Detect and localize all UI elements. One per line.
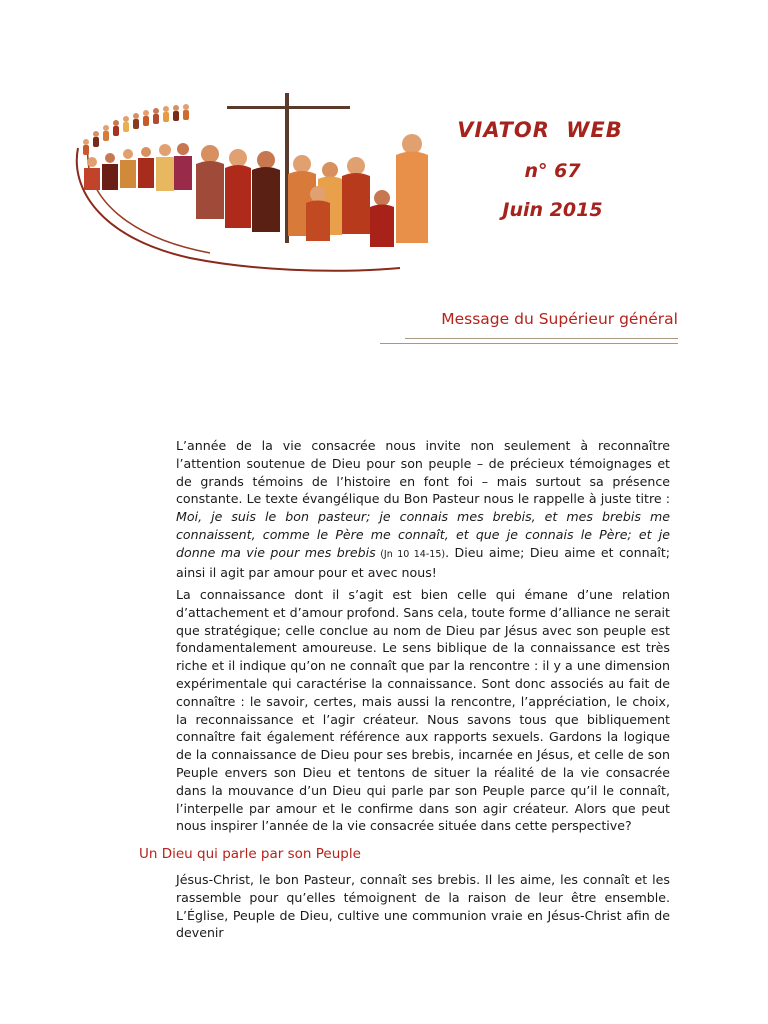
paragraph-2: La connaissance dont il s’agit est bien celle qui émane d’une relation d’attachement et d’amour profond. Sans cela, toute forme d’alliance ne serait que stratégique; celle conclue au nom de Dieu par Jésus avec son peuple est fondamentalement amoureuse. Le sens biblique de la connaissance est très riche et il indique qu’on ne connaît que par la rencontre : il y a une dimension expérimentale qui caractérise la connaissance. Sont donc associés au fait de connaître : le savoir, certes, mais aussi la rencontre, l’appréciation, le choix, la reconnaissance et l’agir créateur. Nous savons tous que bibliquement connaître fait également référence aux rapports sexuels. Gardons la logique de la connaissance de Dieu pour ses brebis, incarnée en Jésus, et celle de son Peuple envers son Dieu et tentons de situer la réalité de la vie consacrée dans la mouvance d’un Dieu qui parle par son Peuple parce qu’il le connaît, l’interpelle par amour et le confirme dans son agir créateur. Alors que peut nous inspirer l’année de la vie consacrée située dans cette perspective?: [176, 587, 670, 834]
paragraph-3: Jésus-Christ, le bon Pasteur, connaît ses brebis. Il les aime, les connaît et les rassemble pour qu’elles témoignent de la raison de leur être ensemble. L’Église, Peuple de Dieu, cultive une communion vraie en Jésus-Christ afin de devenir: [176, 872, 670, 941]
title-rule-top: [405, 338, 678, 339]
scripture-reference: (Jn 10 14-15): [375, 548, 446, 560]
paragraph-1-end: . Dieu aime; Dieu aime et connaît; ainsi il agit par amour pour et avec nous!: [176, 544, 670, 580]
paragraph-1-text: L’année de la vie consacrée nous invite non seulement à reconnaître l’attention soutenue de Dieu pour son peuple – de précieux témoignages et de grands témoins de l’histoire en font foi – mais surtout sa présence constante. Le texte évangélique du Bon Pasteur nous le rappelle à juste titre :: [176, 438, 670, 507]
procession-logo: [70, 88, 440, 283]
scripture-quote: Moi, je suis le bon pasteur; je connais mes brebis, et mes brebis me connaissent, comme le Père me connaît, et que je connais le Père; et je donne ma vie pour mes brebis: [176, 509, 670, 560]
subheading: Un Dieu qui parle par son Peuple: [139, 846, 361, 862]
paragraph-1: [176, 437, 670, 581]
issue-date: Juin 2015: [502, 199, 603, 221]
section-title: Message du Supérieur général: [441, 310, 678, 328]
procession-with-cross-logo-icon: [77, 93, 428, 271]
title-rule-bottom: [380, 343, 678, 344]
issue-number: n° 67: [524, 160, 581, 182]
masthead-title: VIATOR WEB: [457, 118, 623, 142]
